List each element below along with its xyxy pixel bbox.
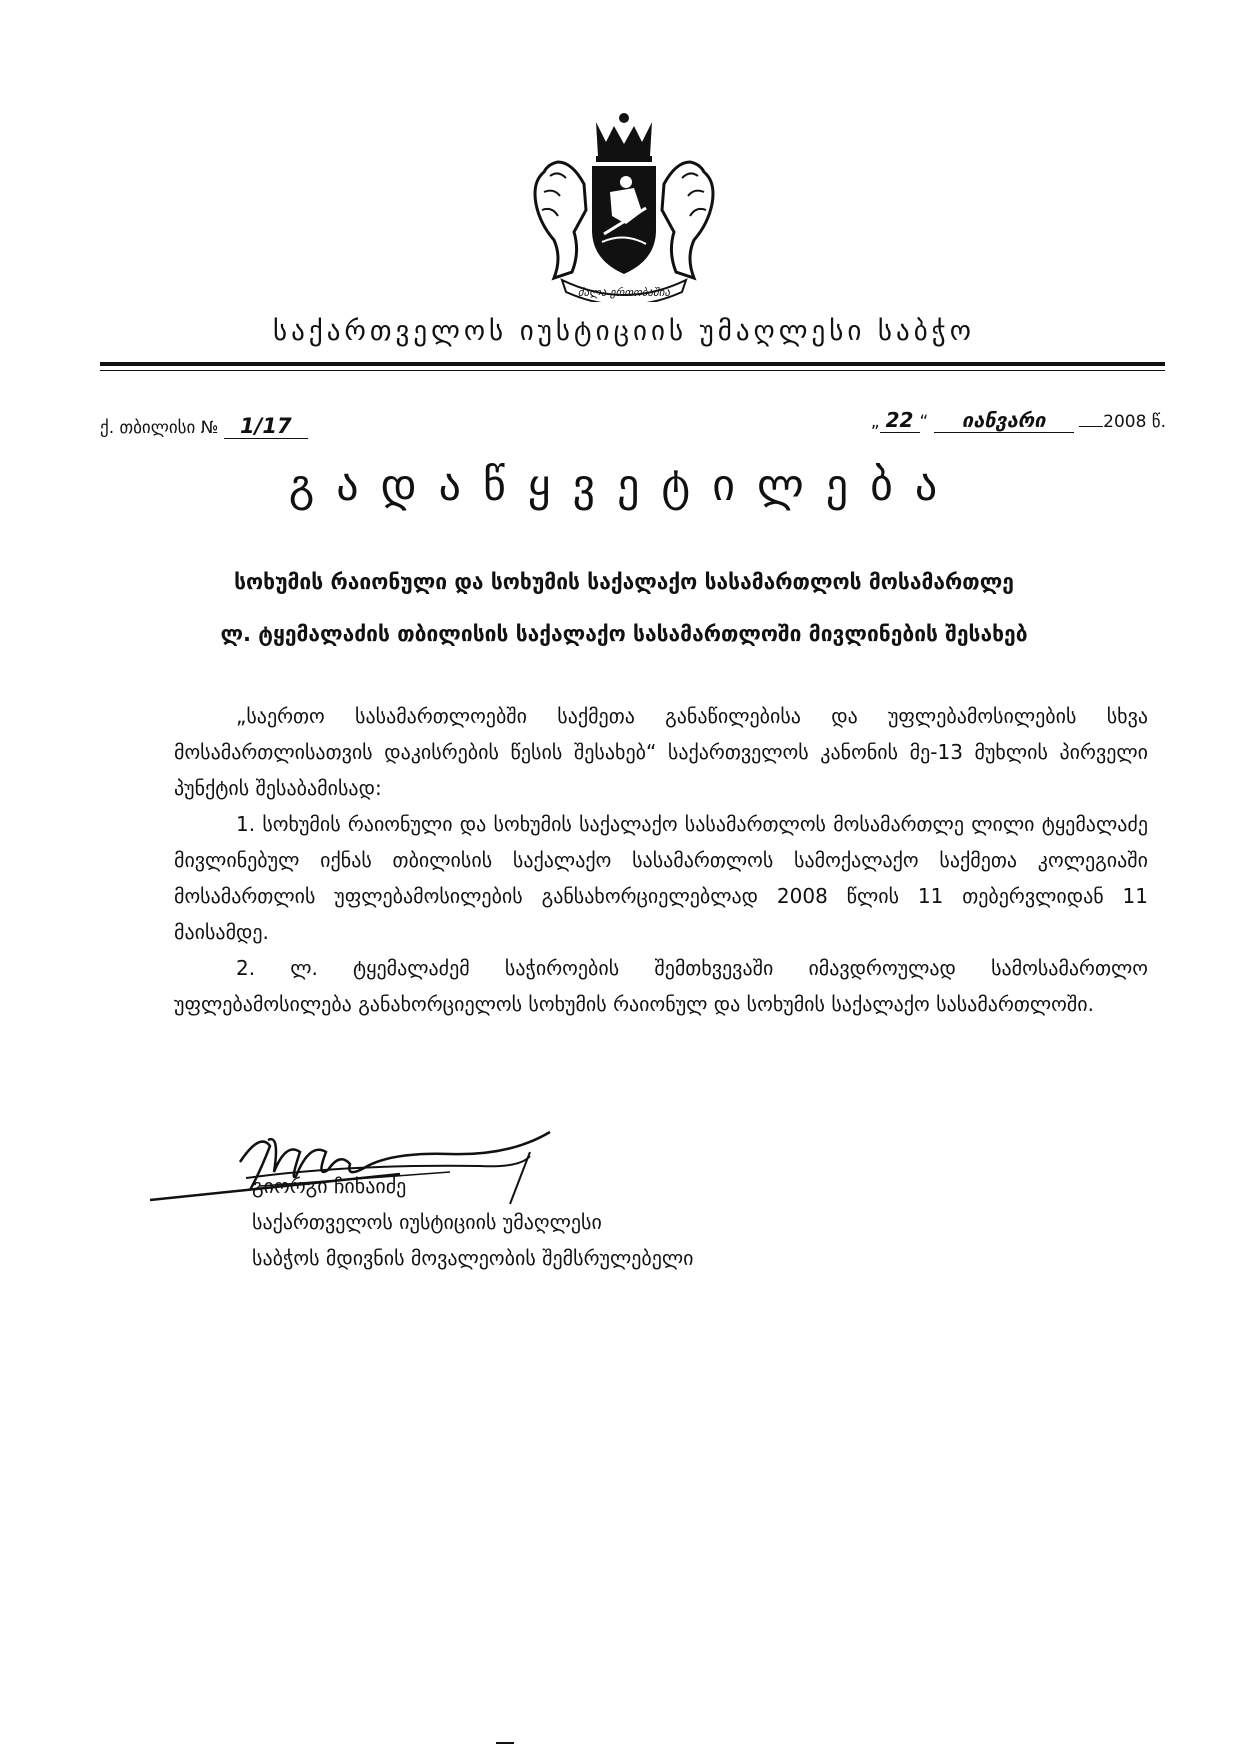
date-month: იანვარი [934,408,1074,433]
signatory-role-line-2: საბჭოს მდივნის მოვალეობის შემსრულებელი [252,1246,694,1270]
document-title: გადაწყვეტილება [288,460,960,511]
date-day: 22 [880,408,920,433]
date-line [871,408,1166,433]
subject-line-1: სოხუმის რაიონული და სოხუმის საქალაქო სასამართლოს მოსამართლე [234,570,1014,594]
handwritten-signature [150,1112,590,1222]
date-year-blank [1079,426,1103,427]
signatory-name: გიორგი ჩიხაიძე [252,1174,407,1198]
date-year: 2008 [1103,412,1147,432]
date-open-quote: „ [870,412,880,432]
subject-line-2: ლ. ტყემალაძის თბილისის საქალაქო სასამართლოში მივლინების შესახებ [220,622,1028,646]
preamble-paragraph: „საერთო სასამართლოებში საქმეთა განაწილებისა და უფლებამოსილების სხვა მოსამართლისათვის დაკისრების წესის შესახებ“ საქართველოს კანონის მე-13 მუხლის პირველი პუნქტის შესაბამისად: [174,704,1148,800]
clause-1-paragraph: 1. სოხუმის რაიონული და სოხუმის საქალაქო სასამართლოს მოსამართლე ლილი ტყემალაძე მივლინებულ იქნას თბილისის საქალაქო სასამართლოს სამოქალაქო საქმეთა კოლეგიაში მოსამართლის უფლებამოსილების განსახორციელებლად 2008 წლის 11 თებერვლიდან 11 მაისამდე. [174,812,1148,944]
organization-name: საქართველოს იუსტიციის უმაღლესი საბჭო [273,316,975,347]
signatory-role-line-1: საქართველოს იუსტიციის უმაღლესი [252,1210,602,1234]
decision-number: 1/17 [224,414,308,439]
place-label: ქ. თბილისი № [100,418,219,438]
header-rule [100,362,1165,366]
date-suffix: წ. [1151,412,1166,432]
header-rule-thin [100,370,1165,371]
crest-motto: ძალა ერთობაშია [577,286,671,299]
date-close-quote: “ [919,412,929,432]
place-number-line [100,414,308,439]
clause-2-paragraph: 2. ლ. ტყემალაძემ საჭიროების შემთხვევაში იმავდროულად სამოსამართლო უფლებამოსილება განახორციელოს სოხუმის რაიონულ და სოხუმის საქალაქო სასამართლოში. [174,956,1148,1016]
document-body [174,698,1148,1022]
page-footer-mark [496,1742,514,1744]
coat-of-arms-icon [514,112,734,302]
